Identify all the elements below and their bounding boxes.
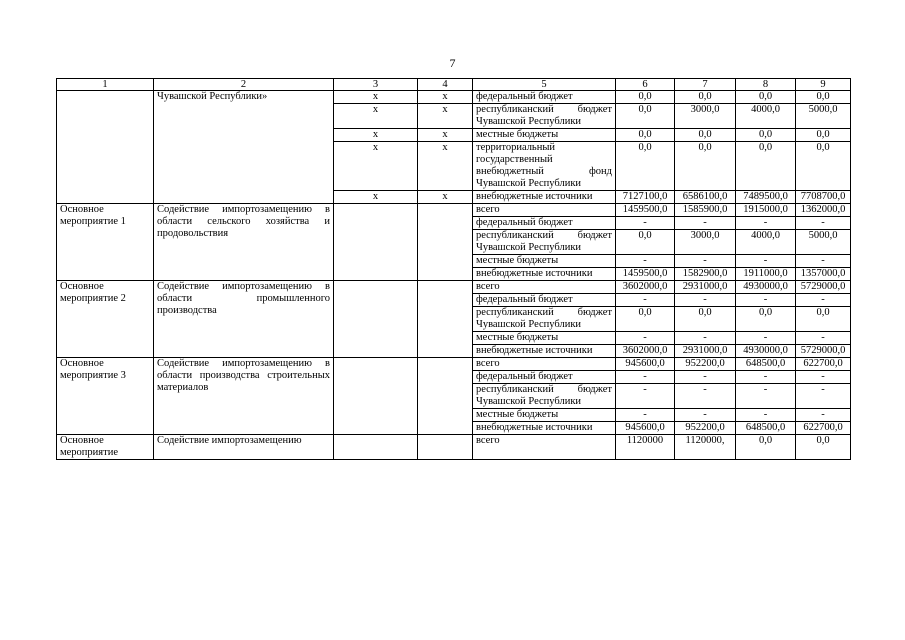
value-cell: - bbox=[796, 217, 851, 230]
column-header: 6 bbox=[616, 79, 675, 91]
value-cell: - bbox=[675, 409, 736, 422]
column-header: 1 bbox=[57, 79, 154, 91]
value-cell: 3000,0 bbox=[675, 104, 736, 129]
measure-label: Основное мероприятие 1 bbox=[57, 204, 154, 281]
col4-cell: x bbox=[418, 91, 473, 104]
table-row bbox=[57, 204, 851, 217]
funding-table bbox=[56, 78, 851, 460]
value-cell: - bbox=[616, 217, 675, 230]
col4-cell bbox=[418, 435, 473, 460]
col3-cell: x bbox=[334, 191, 418, 204]
funding-source: республиканский бюджет Чувашской Республики bbox=[473, 104, 616, 129]
funding-source: республиканский бюджет Чувашской Республики bbox=[473, 384, 616, 409]
value-cell: 0,0 bbox=[616, 142, 675, 191]
funding-source: местные бюджеты bbox=[473, 255, 616, 268]
value-cell: - bbox=[796, 294, 851, 307]
measure-label: Основное мероприятие bbox=[57, 435, 154, 460]
value-cell: - bbox=[796, 384, 851, 409]
value-cell: 4000,0 bbox=[736, 230, 796, 255]
value-cell: 0,0 bbox=[616, 230, 675, 255]
value-cell: 4930000,0 bbox=[736, 281, 796, 294]
value-cell: 945600,0 bbox=[616, 422, 675, 435]
funding-source: всего bbox=[473, 435, 616, 460]
value-cell: 1585900,0 bbox=[675, 204, 736, 217]
funding-source: федеральный бюджет bbox=[473, 371, 616, 384]
value-cell: - bbox=[675, 384, 736, 409]
value-cell: 0,0 bbox=[675, 142, 736, 191]
value-cell: - bbox=[616, 384, 675, 409]
value-cell: 1911000,0 bbox=[736, 268, 796, 281]
column-header: 5 bbox=[473, 79, 616, 91]
value-cell: 3602000,0 bbox=[616, 345, 675, 358]
funding-source: местные бюджеты bbox=[473, 409, 616, 422]
value-cell: 0,0 bbox=[675, 307, 736, 332]
value-cell: 648500,0 bbox=[736, 358, 796, 371]
measure-name: Содействие импортозамещению в области производства строительных материалов bbox=[154, 358, 334, 435]
value-cell: 3602000,0 bbox=[616, 281, 675, 294]
value-cell: - bbox=[736, 409, 796, 422]
col3-cell: x bbox=[334, 142, 418, 191]
value-cell: 0,0 bbox=[796, 129, 851, 142]
value-cell: 0,0 bbox=[675, 91, 736, 104]
measure-name: Содействие импортозамещению bbox=[154, 435, 334, 460]
column-header: 3 bbox=[334, 79, 418, 91]
funding-source: внебюджетные источники bbox=[473, 345, 616, 358]
value-cell: 7127100,0 bbox=[616, 191, 675, 204]
value-cell: 1459500,0 bbox=[616, 268, 675, 281]
value-cell: - bbox=[736, 217, 796, 230]
value-cell: 5000,0 bbox=[796, 104, 851, 129]
value-cell: 0,0 bbox=[616, 129, 675, 142]
funding-source: федеральный бюджет bbox=[473, 91, 616, 104]
value-cell: 1582900,0 bbox=[675, 268, 736, 281]
value-cell: - bbox=[796, 409, 851, 422]
value-cell: 648500,0 bbox=[736, 422, 796, 435]
funding-source: республиканский бюджет Чувашской Республики bbox=[473, 230, 616, 255]
value-cell: - bbox=[675, 332, 736, 345]
value-cell: - bbox=[736, 384, 796, 409]
value-cell: 0,0 bbox=[736, 129, 796, 142]
value-cell: 2931000,0 bbox=[675, 281, 736, 294]
header-row bbox=[57, 79, 851, 91]
col3-cell bbox=[334, 281, 418, 358]
col3-cell: x bbox=[334, 129, 418, 142]
table-row bbox=[57, 358, 851, 371]
value-cell: - bbox=[796, 255, 851, 268]
value-cell: 2931000,0 bbox=[675, 345, 736, 358]
value-cell: 1459500,0 bbox=[616, 204, 675, 217]
value-cell: - bbox=[616, 332, 675, 345]
value-cell: - bbox=[616, 294, 675, 307]
value-cell: 1915000,0 bbox=[736, 204, 796, 217]
value-cell: 4930000,0 bbox=[736, 345, 796, 358]
value-cell: 0,0 bbox=[736, 307, 796, 332]
column-header: 7 bbox=[675, 79, 736, 91]
value-cell: 0,0 bbox=[796, 91, 851, 104]
value-cell: 0,0 bbox=[616, 307, 675, 332]
value-cell: - bbox=[616, 255, 675, 268]
value-cell: 5729000,0 bbox=[796, 281, 851, 294]
value-cell: 0,0 bbox=[796, 435, 851, 460]
col3-cell bbox=[334, 358, 418, 435]
value-cell: 0,0 bbox=[736, 435, 796, 460]
value-cell: 6586100,0 bbox=[675, 191, 736, 204]
value-cell: - bbox=[616, 409, 675, 422]
col3-cell bbox=[334, 204, 418, 281]
funding-source: внебюджетные источники bbox=[473, 268, 616, 281]
measure-label: Основное мероприятие 2 bbox=[57, 281, 154, 358]
value-cell: 952200,0 bbox=[675, 422, 736, 435]
funding-source: республиканский бюджет Чувашской Республики bbox=[473, 307, 616, 332]
col4-cell bbox=[418, 281, 473, 358]
value-cell: - bbox=[796, 332, 851, 345]
table-row bbox=[57, 91, 851, 104]
value-cell: - bbox=[736, 255, 796, 268]
value-cell: 0,0 bbox=[796, 307, 851, 332]
value-cell: 3000,0 bbox=[675, 230, 736, 255]
page-number: 7 bbox=[449, 56, 456, 70]
funding-source: внебюджетные источники bbox=[473, 191, 616, 204]
funding-source: всего bbox=[473, 281, 616, 294]
funding-source: местные бюджеты bbox=[473, 129, 616, 142]
table-row bbox=[57, 435, 851, 460]
value-cell: 622700,0 bbox=[796, 358, 851, 371]
col3-cell bbox=[334, 435, 418, 460]
funding-source: местные бюджеты bbox=[473, 332, 616, 345]
column-header: 8 bbox=[736, 79, 796, 91]
value-cell: 0,0 bbox=[616, 91, 675, 104]
value-cell: - bbox=[736, 332, 796, 345]
value-cell: - bbox=[675, 255, 736, 268]
value-cell: 0,0 bbox=[675, 129, 736, 142]
table-row bbox=[57, 281, 851, 294]
funding-source: федеральный бюджет bbox=[473, 294, 616, 307]
value-cell: - bbox=[616, 371, 675, 384]
value-cell: - bbox=[675, 294, 736, 307]
funding-source: федеральный бюджет bbox=[473, 217, 616, 230]
col4-cell bbox=[418, 358, 473, 435]
measure-label-cell bbox=[57, 91, 154, 204]
col4-cell: x bbox=[418, 191, 473, 204]
value-cell: 5729000,0 bbox=[796, 345, 851, 358]
value-cell: 1120000 bbox=[616, 435, 675, 460]
measure-label: Основное мероприятие 3 bbox=[57, 358, 154, 435]
measure-name: Содействие импортозамещению в области промышленного производства bbox=[154, 281, 334, 358]
value-cell: 952200,0 bbox=[675, 358, 736, 371]
value-cell: 622700,0 bbox=[796, 422, 851, 435]
value-cell: 945600,0 bbox=[616, 358, 675, 371]
funding-source: территориальный государственный внебюджетный фонд Чувашской Республики bbox=[473, 142, 616, 191]
value-cell: - bbox=[736, 294, 796, 307]
column-header: 2 bbox=[154, 79, 334, 91]
value-cell: 0,0 bbox=[736, 142, 796, 191]
value-cell: 0,0 bbox=[736, 91, 796, 104]
funding-source: всего bbox=[473, 358, 616, 371]
value-cell: 1120000, bbox=[675, 435, 736, 460]
measure-name: Чувашской Республики» bbox=[154, 91, 334, 204]
col4-cell: x bbox=[418, 104, 473, 129]
col4-cell bbox=[418, 204, 473, 281]
column-header: 4 bbox=[418, 79, 473, 91]
measure-name: Содействие импортозамещению в области сельского хозяйства и продовольствия bbox=[154, 204, 334, 281]
value-cell: 0,0 bbox=[796, 142, 851, 191]
col4-cell: x bbox=[418, 142, 473, 191]
column-header: 9 bbox=[796, 79, 851, 91]
value-cell: 5000,0 bbox=[796, 230, 851, 255]
funding-source: всего bbox=[473, 204, 616, 217]
value-cell: 1362000,0 bbox=[796, 204, 851, 217]
col4-cell: x bbox=[418, 129, 473, 142]
value-cell: - bbox=[796, 371, 851, 384]
value-cell: - bbox=[675, 371, 736, 384]
value-cell: - bbox=[736, 371, 796, 384]
value-cell: 0,0 bbox=[616, 104, 675, 129]
value-cell: 7708700,0 bbox=[796, 191, 851, 204]
value-cell: 4000,0 bbox=[736, 104, 796, 129]
value-cell: 1357000,0 bbox=[796, 268, 851, 281]
funding-source: внебюджетные источники bbox=[473, 422, 616, 435]
col3-cell: x bbox=[334, 104, 418, 129]
value-cell: - bbox=[675, 217, 736, 230]
value-cell: 7489500,0 bbox=[736, 191, 796, 204]
col3-cell: x bbox=[334, 91, 418, 104]
